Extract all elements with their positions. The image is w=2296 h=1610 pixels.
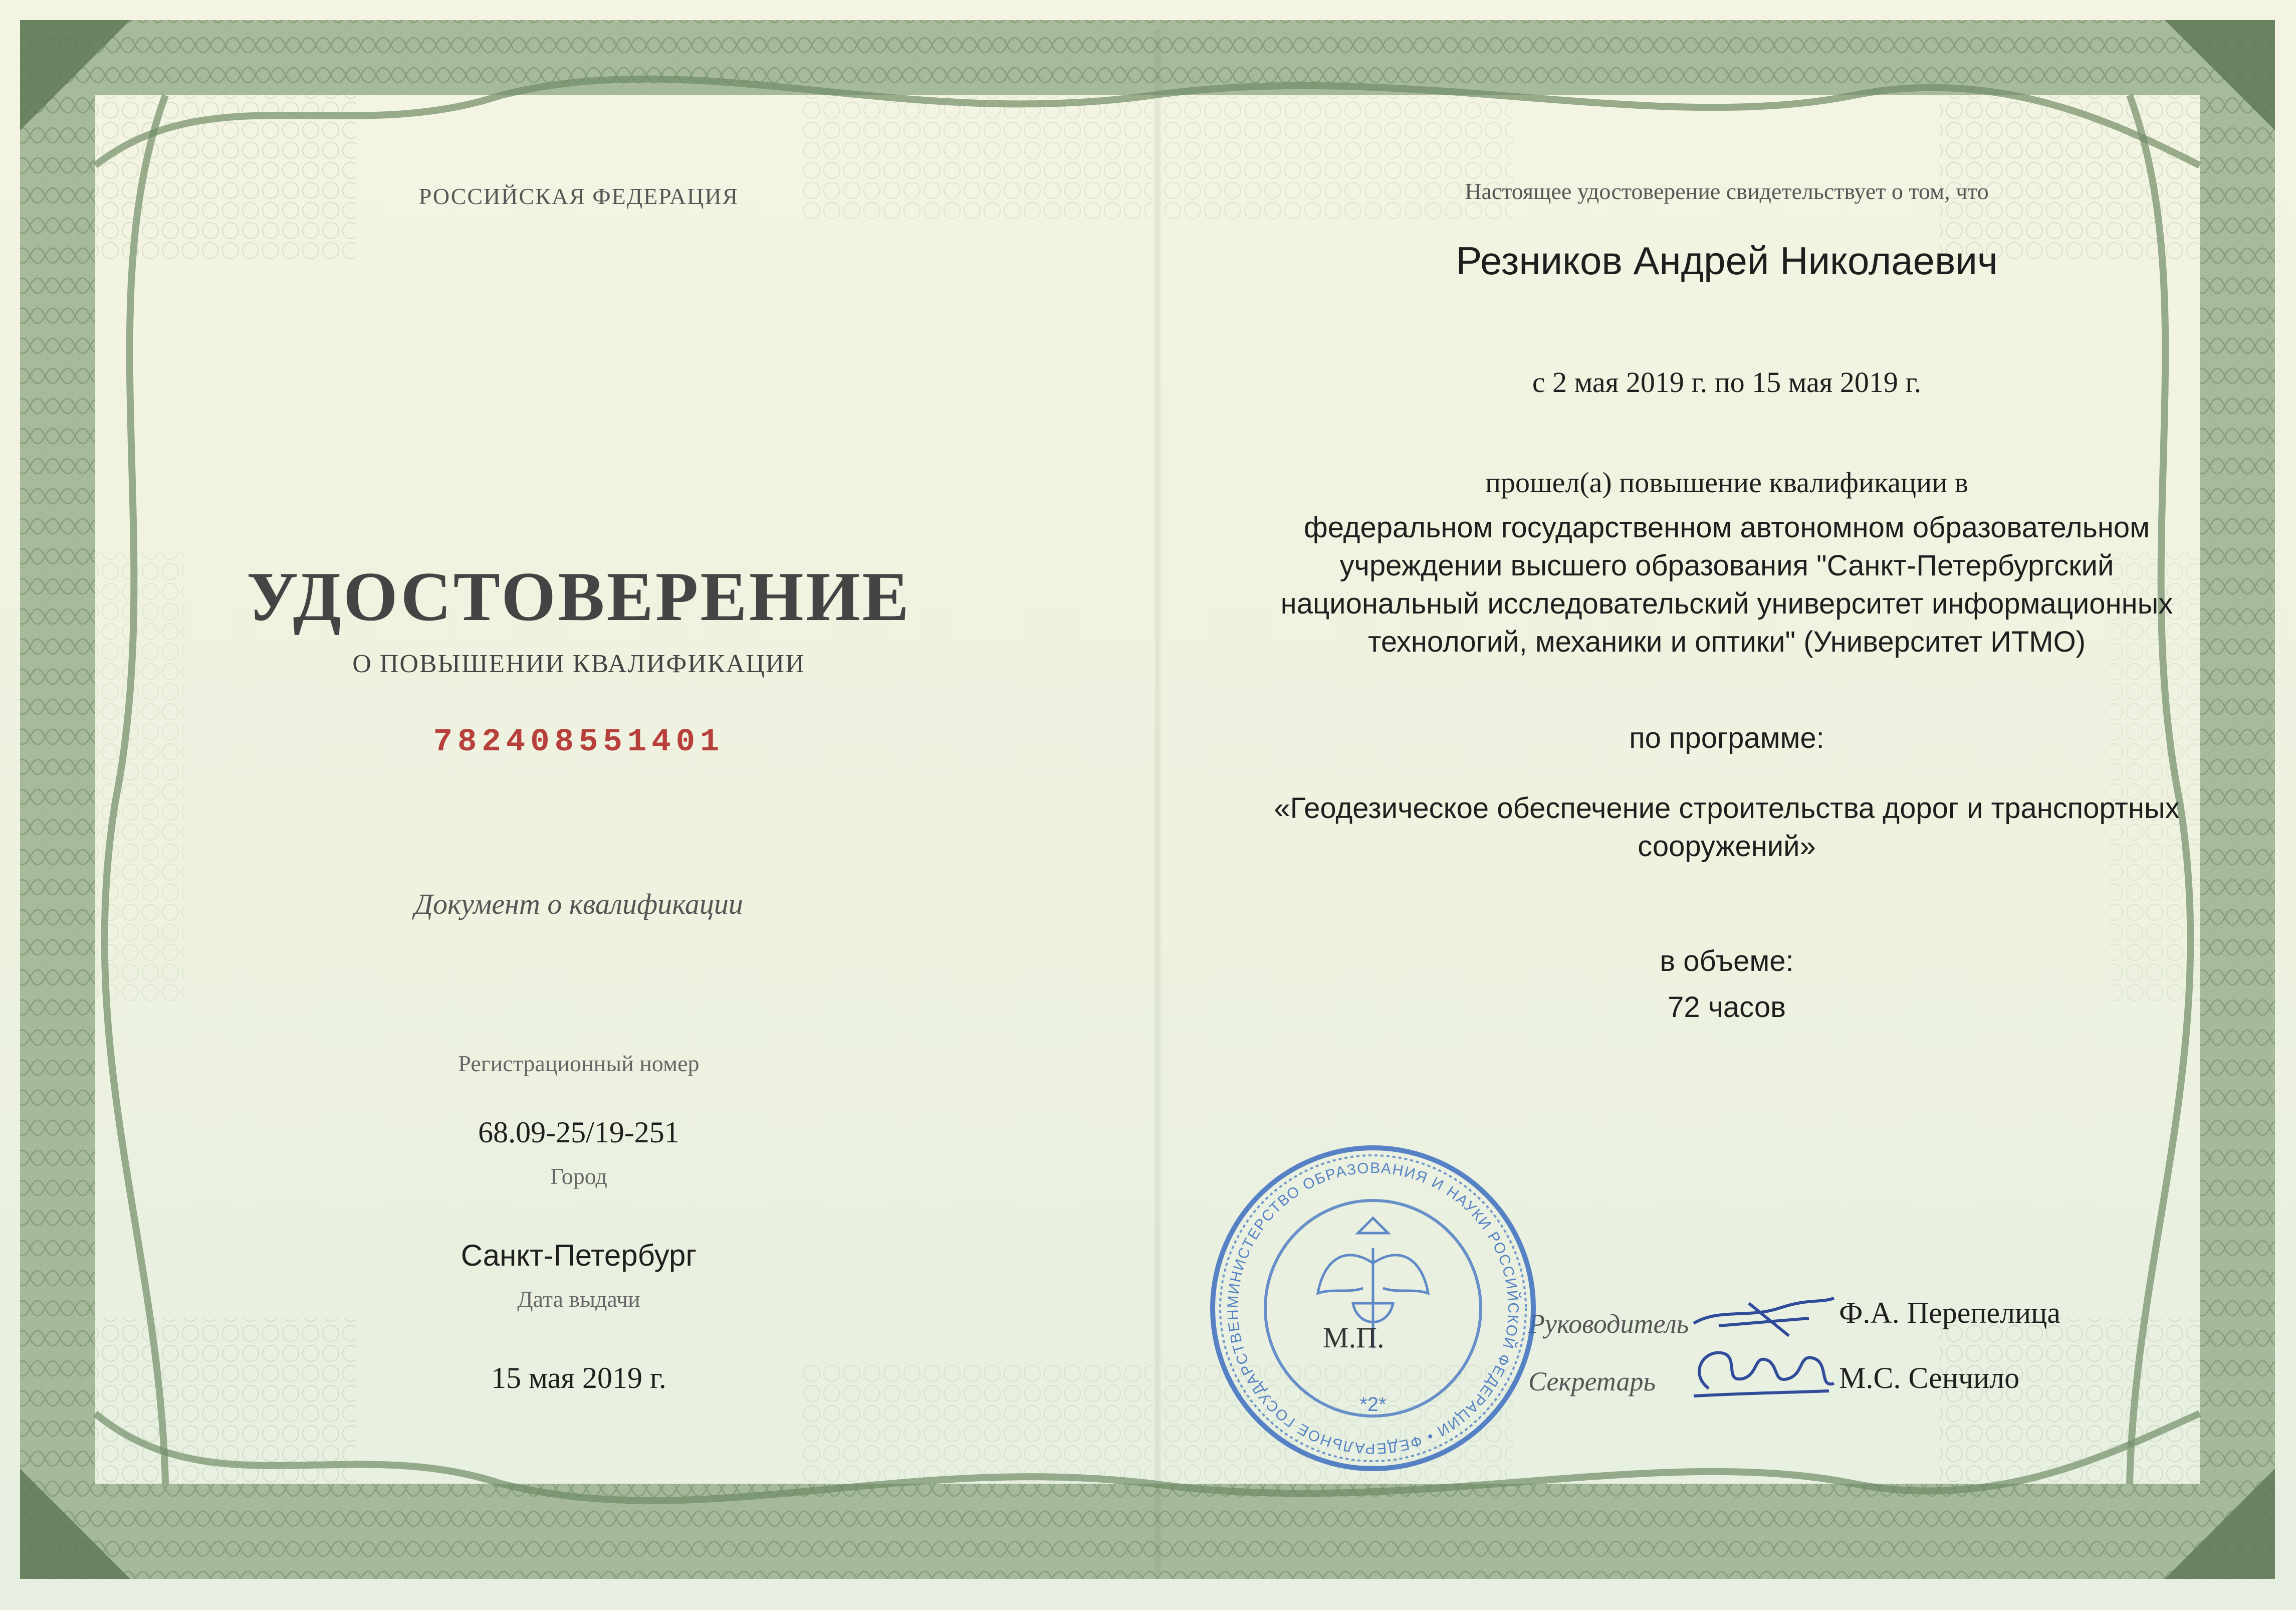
program-line: сооружений»: [1638, 830, 1816, 863]
secretary-label: Секретарь: [1528, 1366, 1656, 1396]
document-subtitle: О ПОВЫШЕНИИ КВАЛИФИКАЦИИ: [352, 650, 805, 678]
intro-text: Настоящее удостоверение свидетельствует о том, что: [1465, 178, 1989, 204]
city-value: Санкт-Петербург: [461, 1239, 697, 1272]
institution-line: федеральном государственном автономном образовательном: [1303, 511, 2150, 544]
svg-text:*2*: *2*: [1359, 1393, 1387, 1416]
holder-name: Резников Андрей Николаевич: [1456, 239, 1998, 283]
document-type: Документ о квалификации: [414, 888, 743, 920]
program-line: «Геодезическое обеспечение строительства дорог и транспортных: [1274, 792, 2180, 825]
institution-line: национальный исследовательский университет информационных: [1280, 587, 2173, 620]
country-heading: РОССИЙСКАЯ ФЕДЕРАЦИЯ: [418, 183, 739, 209]
program-label: по программе:: [1629, 722, 1824, 754]
registration-number: 68.09-25/19-251: [478, 1116, 679, 1149]
issue-date-label: Дата выдачи: [517, 1286, 640, 1312]
volume-label: в объеме:: [1660, 945, 1794, 977]
stamp-ring-text: МИНИСТЕРСТВО ОБРАЗОВАНИЯ И НАУКИ РОССИЙСКОЙ ФЕДЕРАЦИИ • ФЕДЕРАЛЬНОЕ ГОСУДАРСТВЕН: [1224, 1159, 1522, 1457]
city-label: Город: [550, 1163, 607, 1189]
secretary-signature: [1679, 1333, 1839, 1408]
stamp-mark-text: М.П.: [1323, 1321, 1385, 1354]
registration-label: Регистрационный номер: [458, 1051, 700, 1076]
institution-line: учреждении высшего образования "Санкт-Петербургский: [1339, 549, 2114, 582]
issue-date: 15 мая 2019 г.: [491, 1361, 666, 1394]
volume-value: 72 часов: [1668, 991, 1786, 1024]
completed-text: прошел(а) повышение квалификации в: [1485, 466, 1969, 499]
secretary-name: М.С. Сенчило: [1839, 1361, 2020, 1394]
official-stamp: [1203, 1138, 1543, 1479]
serial-number: 782408551401: [433, 724, 725, 760]
document-title: УДОСТОВЕРЕНИЕ: [247, 558, 911, 636]
head-name: Ф.А. Перепелица: [1839, 1296, 2060, 1329]
training-period: с 2 мая 2019 г. по 15 мая 2019 г.: [1532, 366, 1922, 398]
institution-line: технологий, механики и оптики" (Университет ИТМО): [1367, 626, 2086, 658]
head-label: Руководитель: [1528, 1309, 1689, 1339]
